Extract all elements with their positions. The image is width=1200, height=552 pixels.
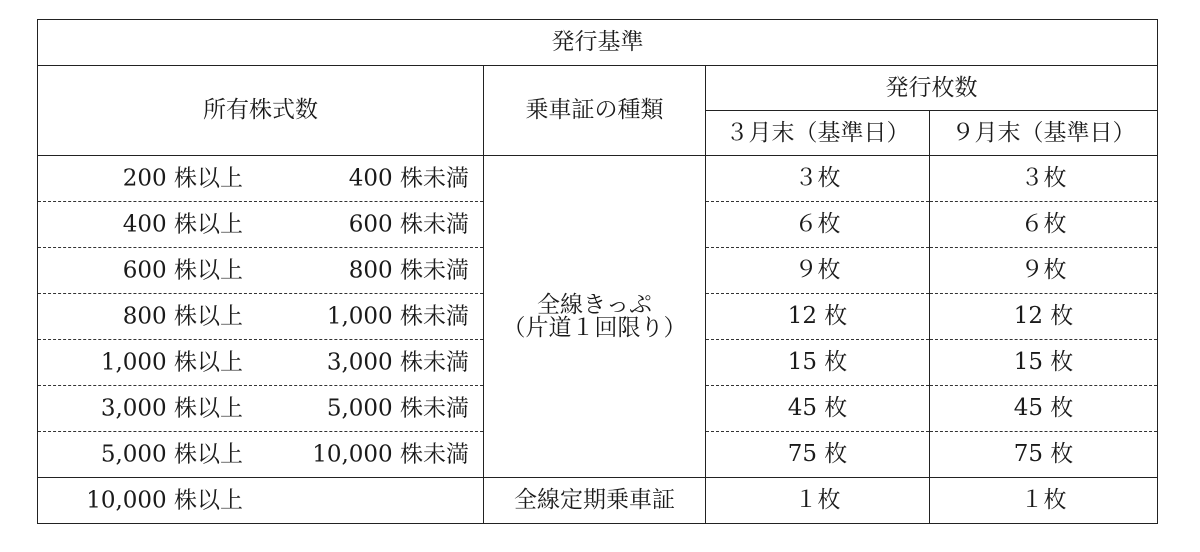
- september-count: ９枚: [930, 248, 1158, 294]
- shares-from: 200 株以上: [122, 165, 243, 191]
- march-count: 45 枚: [706, 386, 930, 432]
- table-row: [38, 156, 1158, 202]
- shares-from: 1,000 株以上: [100, 349, 243, 375]
- march-count: １枚: [706, 478, 930, 524]
- september-count: 15 枚: [930, 340, 1158, 386]
- shares-from: 5,000 株以上: [100, 441, 243, 467]
- shares-range-cell: [38, 294, 484, 340]
- shares-to: 1,000 株未満: [326, 303, 469, 329]
- march-count: ６枚: [706, 202, 930, 248]
- shares-range-cell: [38, 340, 484, 386]
- september-count: ６枚: [930, 202, 1158, 248]
- shares-to: 5,000 株未満: [326, 395, 469, 421]
- march-count: 75 枚: [706, 432, 930, 478]
- header-shares: 所有株式数: [38, 66, 484, 156]
- september-count: 45 枚: [930, 386, 1158, 432]
- shares-range-cell: [38, 432, 484, 478]
- shares-from: 600 株以上: [122, 257, 243, 283]
- header-issue-count: 発行枚数: [706, 66, 1158, 111]
- ticket-type-cell: [484, 156, 706, 478]
- march-count: ３枚: [706, 156, 930, 202]
- shares-range-cell: [38, 478, 484, 524]
- shares-to: 10,000 株未満: [312, 441, 469, 467]
- issuance-criteria-table: [37, 19, 1158, 524]
- ticket-type-line1: 全線きっぷ: [537, 291, 652, 318]
- shares-from: 400 株以上: [122, 211, 243, 237]
- shares-to: 800 株未満: [348, 257, 469, 283]
- september-count: ３枚: [930, 156, 1158, 202]
- march-count: 15 枚: [706, 340, 930, 386]
- ticket-type-commuter-pass: 全線定期乗車証: [484, 478, 706, 524]
- september-count: １枚: [930, 478, 1158, 524]
- header-september: ９月末（基準日）: [930, 111, 1158, 156]
- september-count: 12 枚: [930, 294, 1158, 340]
- shares-range-cell: [38, 386, 484, 432]
- shares-from: 3,000 株以上: [100, 395, 243, 421]
- march-count: ９枚: [706, 248, 930, 294]
- shares-range-cell: [38, 156, 484, 202]
- march-count: 12 枚: [706, 294, 930, 340]
- shares-from: 10,000 株以上: [86, 487, 243, 513]
- september-count: 75 枚: [930, 432, 1158, 478]
- shares-to: 600 株未満: [348, 211, 469, 237]
- table-title: 発行基準: [38, 20, 1158, 66]
- shares-from: 800 株以上: [122, 303, 243, 329]
- shares-to: 3,000 株未満: [326, 349, 469, 375]
- shares-to: 400 株未満: [348, 165, 469, 191]
- ticket-type-line2: （片道１回限り）: [502, 314, 687, 341]
- table-row: [38, 478, 1158, 524]
- header-ticket-type: 乗車証の種類: [484, 66, 706, 156]
- shares-range-cell: [38, 248, 484, 294]
- shares-range-cell: [38, 202, 484, 248]
- header-march: ３月末（基準日）: [706, 111, 930, 156]
